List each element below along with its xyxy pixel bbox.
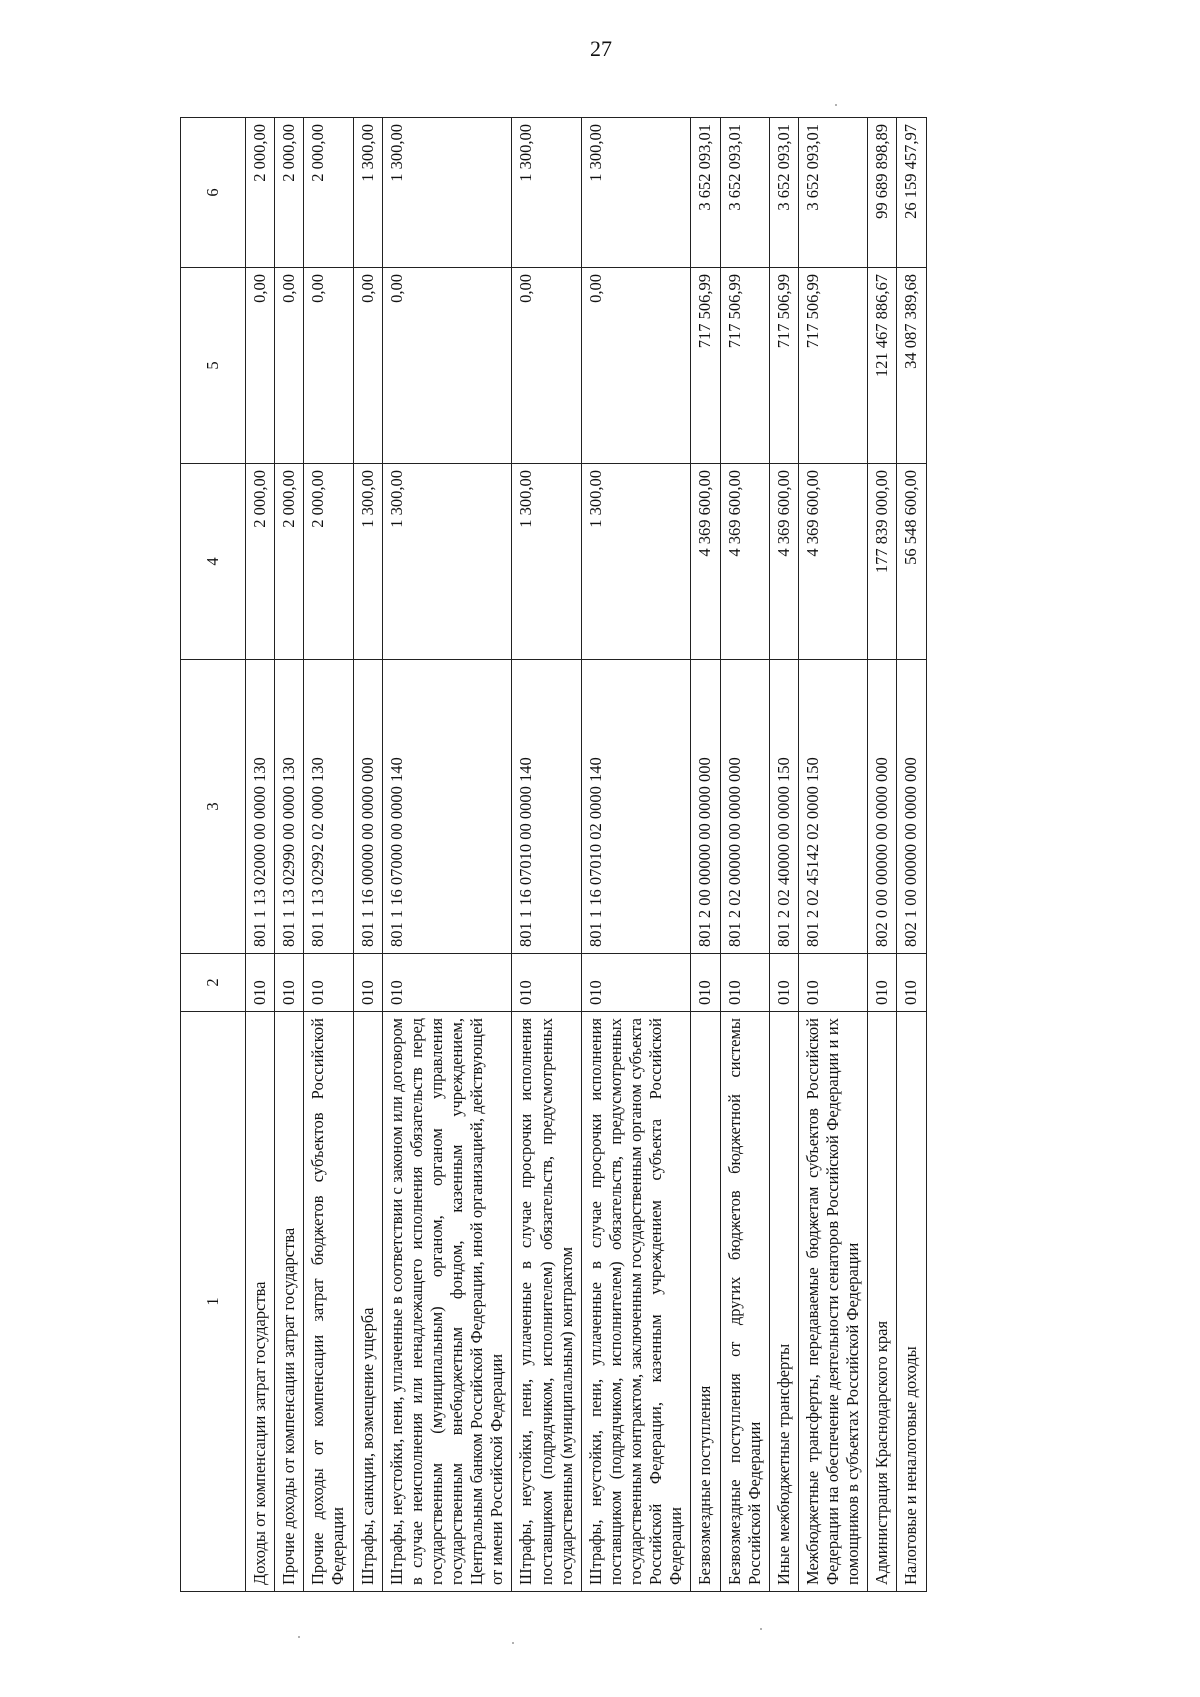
row-approved-amount-cell: 177 839 000,00 [868,464,897,660]
table-header [181,118,246,1592]
table-row [897,118,926,1592]
row-line-code-cell: 010 [246,954,275,1012]
row-approved-amount-cell: 1 300,00 [353,464,382,660]
column-header-3: 3 [181,660,246,954]
row-line-code-cell: 010 [275,954,304,1012]
row-line-code-cell: 010 [691,954,720,1012]
row-budget-code-cell: 801 2 02 00000 00 0000 000 [720,660,769,954]
row-line-code-cell: 010 [581,954,691,1012]
row-executed-amount-cell: 717 506,99 [691,268,720,464]
row-approved-amount-cell: 4 369 600,00 [769,464,798,660]
row-executed-amount-cell: 717 506,99 [769,268,798,464]
row-name-cell: Прочие доходы от компенсации затрат государства [275,1012,304,1592]
revenue-table [180,117,927,1592]
row-name-cell: Доходы от компенсации затрат государства [246,1012,275,1592]
row-budget-code-cell: 801 1 16 07010 02 0000 140 [581,660,691,954]
row-approved-amount-cell: 4 369 600,00 [720,464,769,660]
row-budget-code-cell: 801 1 16 00000 00 0000 000 [353,660,382,954]
column-header-2: 2 [181,954,246,1012]
row-remaining-amount-cell: 3 652 093,01 [720,118,769,268]
row-executed-amount-cell: 0,00 [512,268,581,464]
row-name-cell: Безвозмездные поступления от других бюджетов бюджетной системы Российской Федерации [720,1012,769,1592]
row-remaining-amount-cell: 2 000,00 [275,118,304,268]
row-remaining-amount-cell: 99 689 898,89 [868,118,897,268]
row-line-code-cell: 010 [353,954,382,1012]
row-name-cell: Штрафы, неустойки, пени, уплаченные в соответствии с законом или договором в случае неисполнения или ненадлежащего исполнения обязательств перед государственным (муниципальным) органом, органом управления государственным внебюджетным фондом, казенным учреждением, Центральным банком Российской Федерации, иной организацией, действующей от имени Российской Федерации [382,1012,512,1592]
scan-speck [298,1636,300,1638]
row-approved-amount-cell: 4 369 600,00 [798,464,867,660]
table-row [353,118,382,1592]
table-row [382,118,512,1592]
row-line-code-cell: 010 [897,954,926,1012]
row-name-cell: Штрафы, неустойки, пени, уплаченные в случае просрочки исполнения поставщиком (подрядчиком, исполнителем) обязательств, предусмотренных государственным контрактом, заключенным государственным органом субъекта Российской Федерации, казенным учреждением субъекта Российской Федерации [581,1012,691,1592]
row-budget-code-cell: 802 0 00 00000 00 0000 000 [868,660,897,954]
row-budget-code-cell: 802 1 00 00000 00 0000 000 [897,660,926,954]
row-approved-amount-cell: 2 000,00 [275,464,304,660]
table-row [304,118,353,1592]
table-row [720,118,769,1592]
row-remaining-amount-cell: 2 000,00 [304,118,353,268]
row-line-code-cell: 010 [720,954,769,1012]
row-approved-amount-cell: 2 000,00 [304,464,353,660]
table-row [581,118,691,1592]
column-header-6: 6 [181,118,246,268]
row-remaining-amount-cell: 3 652 093,01 [691,118,720,268]
row-approved-amount-cell: 1 300,00 [581,464,691,660]
column-header-5: 5 [181,268,246,464]
row-name-cell: Штрафы, санкции, возмещение ущерба [353,1012,382,1592]
row-budget-code-cell: 801 1 16 07010 00 0000 140 [512,660,581,954]
row-budget-code-cell: 801 2 02 40000 00 0000 150 [769,660,798,954]
table-row [691,118,720,1592]
row-executed-amount-cell: 0,00 [353,268,382,464]
row-remaining-amount-cell: 1 300,00 [512,118,581,268]
table-row [868,118,897,1592]
row-executed-amount-cell: 0,00 [304,268,353,464]
row-remaining-amount-cell: 3 652 093,01 [769,118,798,268]
table-row [246,118,275,1592]
row-remaining-amount-cell: 26 159 457,97 [897,118,926,268]
row-budget-code-cell: 801 2 00 00000 00 0000 000 [691,660,720,954]
row-budget-code-cell: 801 1 13 02992 02 0000 130 [304,660,353,954]
row-executed-amount-cell: 0,00 [382,268,512,464]
row-name-cell: Администрация Краснодарского края [868,1012,897,1592]
row-line-code-cell: 010 [512,954,581,1012]
row-executed-amount-cell: 0,00 [581,268,691,464]
row-name-cell: Безвозмездные поступления [691,1012,720,1592]
row-name-cell: Прочие доходы от компенсации затрат бюджетов субъектов Российской Федерации [304,1012,353,1592]
row-remaining-amount-cell: 1 300,00 [382,118,512,268]
scan-speck [835,104,837,106]
row-approved-amount-cell: 56 548 600,00 [897,464,926,660]
row-remaining-amount-cell: 3 652 093,01 [798,118,867,268]
row-name-cell: Иные межбюджетные трансферты [769,1012,798,1592]
row-remaining-amount-cell: 2 000,00 [246,118,275,268]
scan-speck [760,1628,762,1630]
row-budget-code-cell: 801 1 16 07000 00 0000 140 [382,660,512,954]
row-name-cell: Налоговые и неналоговые доходы [897,1012,926,1592]
row-remaining-amount-cell: 1 300,00 [353,118,382,268]
row-line-code-cell: 010 [798,954,867,1012]
row-executed-amount-cell: 717 506,99 [798,268,867,464]
table-row [512,118,581,1592]
row-budget-code-cell: 801 2 02 45142 02 0000 150 [798,660,867,954]
row-line-code-cell: 010 [769,954,798,1012]
header-row [181,118,246,1592]
row-line-code-cell: 010 [304,954,353,1012]
row-approved-amount-cell: 1 300,00 [512,464,581,660]
row-executed-amount-cell: 121 467 886,67 [868,268,897,464]
row-name-cell: Межбюджетные трансферты, передаваемые бюджетам субъектов Российской Федерации на обеспечение деятельности сенаторов Российской Федерации и их помощников в субъектах Российской Федерации [798,1012,867,1592]
page-number: 27 [590,36,612,61]
table-row [275,118,304,1592]
column-header-4: 4 [181,464,246,660]
row-line-code-cell: 010 [868,954,897,1012]
table-row [769,118,798,1592]
row-approved-amount-cell: 2 000,00 [246,464,275,660]
column-header-1: 1 [181,1012,246,1592]
scan-speck [512,1642,514,1644]
row-approved-amount-cell: 4 369 600,00 [691,464,720,660]
revenue-table-frame [180,118,1050,1592]
row-executed-amount-cell: 0,00 [246,268,275,464]
table-row [798,118,867,1592]
table-body [246,118,927,1592]
row-line-code-cell: 010 [382,954,512,1012]
row-name-cell: Штрафы, неустойки, пени, уплаченные в случае просрочки исполнения поставщиком (подрядчиком, исполнителем) обязательств, предусмотренных государственным (муниципальным) контрактом [512,1012,581,1592]
row-remaining-amount-cell: 1 300,00 [581,118,691,268]
row-executed-amount-cell: 34 087 389,68 [897,268,926,464]
row-approved-amount-cell: 1 300,00 [382,464,512,660]
row-executed-amount-cell: 717 506,99 [720,268,769,464]
row-executed-amount-cell: 0,00 [275,268,304,464]
row-budget-code-cell: 801 1 13 02000 00 0000 130 [246,660,275,954]
row-budget-code-cell: 801 1 13 02990 00 0000 130 [275,660,304,954]
